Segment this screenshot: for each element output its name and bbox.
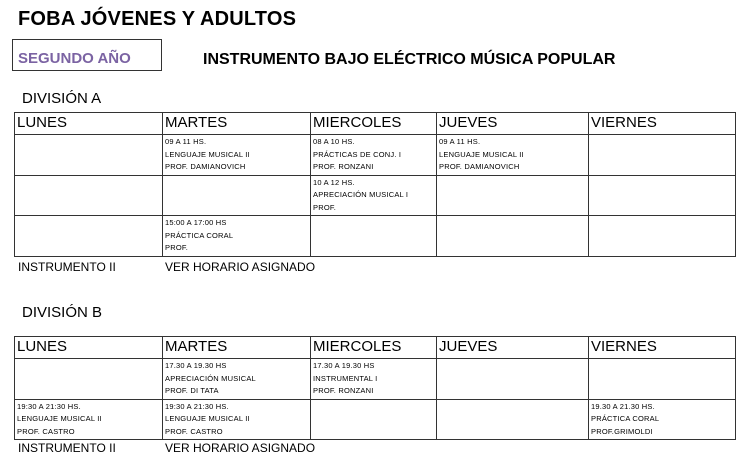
schedule-cell bbox=[15, 135, 163, 176]
class-time: 19:30 A 21:30 HS. bbox=[165, 401, 229, 411]
class-subject: LENGUAJE MUSICAL II bbox=[17, 414, 102, 423]
day-header-martes: MARTES bbox=[163, 113, 311, 135]
class-time: 19:30 A 21:30 HS. bbox=[17, 401, 81, 411]
class-time: 08 A 10 HS. bbox=[313, 137, 355, 146]
class-teacher: PROF. bbox=[313, 202, 337, 212]
class-time: 17.30 A 19.30 HS bbox=[165, 361, 227, 370]
class-subject: PRÁCTICA CORAL bbox=[591, 414, 660, 423]
class-teacher: PROF. CASTRO bbox=[165, 426, 223, 436]
schedule-cell bbox=[437, 359, 589, 400]
day-header-jueves: JUEVES bbox=[437, 337, 589, 359]
class-time: 09 A 11 HS. bbox=[165, 137, 207, 146]
class-teacher: PROF. DAMIANOVICH bbox=[439, 162, 520, 171]
schedule-cell bbox=[15, 399, 163, 440]
day-header-martes: MARTES bbox=[163, 337, 311, 359]
schedule-row bbox=[15, 135, 736, 176]
class-time: 10 A 12 HS. bbox=[313, 177, 355, 187]
day-header-miercoles: MIERCOLES bbox=[311, 337, 437, 359]
class-teacher: PROF. RONZANI bbox=[313, 162, 374, 171]
schedule-cell bbox=[437, 135, 589, 176]
class-teacher: PROF. DAMIANOVICH bbox=[165, 162, 246, 171]
day-header-viernes: VIERNES bbox=[589, 113, 736, 135]
page-title: FOBA JÓVENES Y ADULTOS bbox=[18, 8, 297, 30]
schedule-cell bbox=[15, 175, 163, 216]
division-a-label: DIVISIÓN A bbox=[22, 90, 102, 107]
schedule-cell bbox=[163, 359, 311, 400]
schedule-table-division-a bbox=[14, 112, 736, 257]
division-b-label: DIVISIÓN B bbox=[22, 304, 103, 321]
schedule-row bbox=[15, 216, 736, 257]
class-subject: PRÁCTICAS DE CONJ. I bbox=[313, 149, 402, 159]
schedule-table-division-b bbox=[14, 336, 736, 440]
day-header-lunes: LUNES bbox=[15, 113, 163, 135]
schedule-cell bbox=[163, 175, 311, 216]
schedule-cell bbox=[437, 216, 589, 257]
schedule-row bbox=[15, 399, 736, 440]
schedule-cell bbox=[163, 135, 311, 176]
class-time: 17.30 A 19.30 HS bbox=[313, 361, 375, 370]
subject-title: INSTRUMENTO BAJO ELÉCTRICO MÚSICA POPULAR bbox=[203, 51, 616, 68]
schedule-cell bbox=[311, 175, 437, 216]
schedule-cell bbox=[437, 175, 589, 216]
schedule-cell bbox=[589, 359, 736, 400]
schedule-cell bbox=[589, 175, 736, 216]
class-subject: APRECIACIÓN MUSICAL bbox=[165, 373, 256, 383]
schedule-row bbox=[15, 175, 736, 216]
schedule-cell bbox=[589, 135, 736, 176]
day-header-miercoles: MIERCOLES bbox=[311, 113, 437, 135]
class-time: 09 A 11 HS. bbox=[439, 137, 481, 146]
day-header-viernes: VIERNES bbox=[589, 337, 736, 359]
division-b-footer-note: VER HORARIO ASIGNADO bbox=[165, 441, 316, 455]
division-a-footer-note: VER HORARIO ASIGNADO bbox=[165, 260, 316, 274]
class-subject: APRECIACIÓN MUSICAL I bbox=[313, 190, 409, 199]
schedule-cell bbox=[437, 399, 589, 440]
schedule-cell bbox=[15, 216, 163, 257]
class-subject: LENGUAJE MUSICAL II bbox=[439, 149, 524, 159]
class-time: 19.30 A 21.30 HS. bbox=[591, 401, 655, 411]
division-a-footer-instrument: INSTRUMENTO II bbox=[18, 260, 116, 274]
class-teacher: PROF. RONZANI bbox=[313, 386, 374, 395]
day-header-lunes: LUNES bbox=[15, 337, 163, 359]
year-box bbox=[12, 39, 162, 71]
class-subject: LENGUAJE MUSICAL II bbox=[165, 414, 250, 423]
schedule-cell bbox=[311, 399, 437, 440]
schedule-cell bbox=[311, 359, 437, 400]
day-header-jueves: JUEVES bbox=[437, 113, 589, 135]
schedule-cell bbox=[589, 216, 736, 257]
division-b-footer-instrument: INSTRUMENTO II bbox=[18, 441, 116, 455]
day-header-row bbox=[15, 337, 736, 359]
schedule-cell bbox=[163, 399, 311, 440]
day-header-row bbox=[15, 113, 736, 135]
class-teacher: PROF. CASTRO bbox=[17, 426, 75, 436]
class-teacher: PROF. DI TATA bbox=[165, 386, 219, 395]
class-subject: PRÁCTICA CORAL bbox=[165, 230, 234, 240]
schedule-row bbox=[15, 359, 736, 400]
schedule-cell bbox=[163, 216, 311, 257]
class-teacher: PROF.GRIMOLDI bbox=[591, 426, 653, 436]
class-teacher: PROF. bbox=[165, 243, 189, 252]
year-label: SEGUNDO AÑO bbox=[18, 50, 131, 67]
schedule-cell bbox=[15, 359, 163, 400]
class-time: 15:00 A 17:00 HS bbox=[165, 218, 227, 227]
class-subject: INSTRUMENTAL I bbox=[313, 373, 378, 383]
schedule-cell bbox=[311, 216, 437, 257]
class-subject: LENGUAJE MUSICAL II bbox=[165, 149, 250, 159]
schedule-cell bbox=[589, 399, 736, 440]
schedule-cell bbox=[311, 135, 437, 176]
